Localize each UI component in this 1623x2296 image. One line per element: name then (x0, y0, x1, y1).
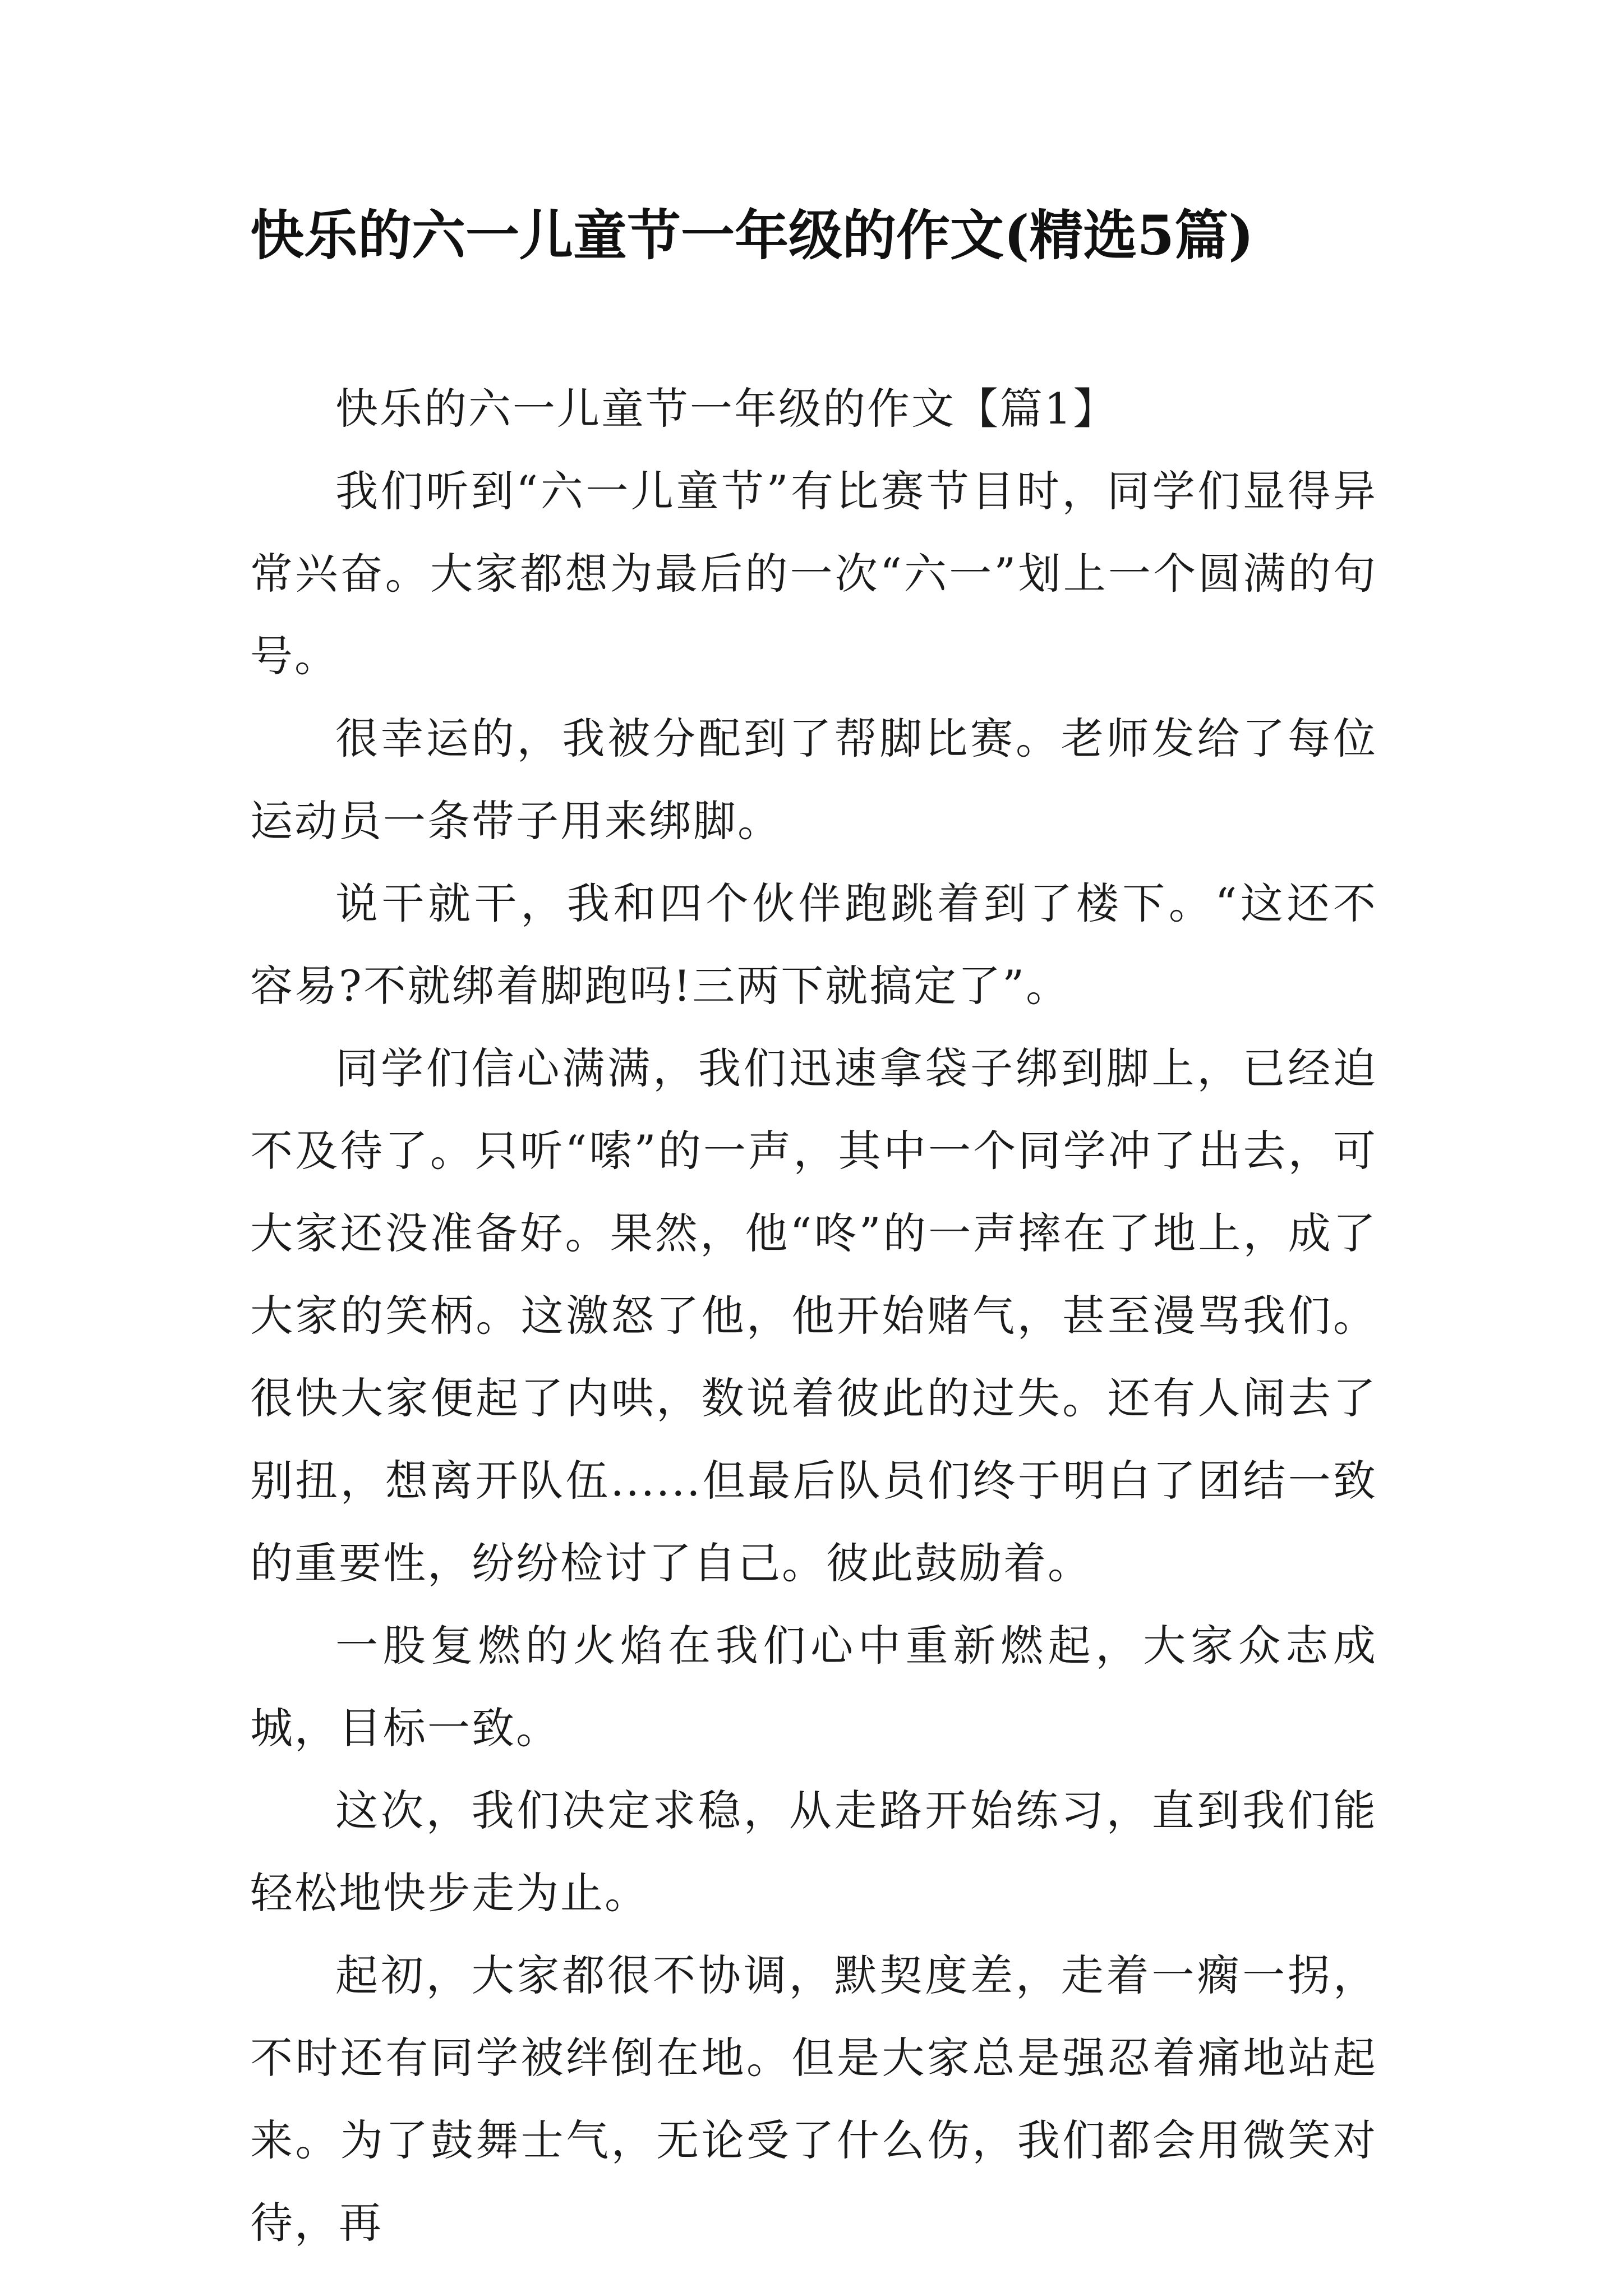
section-heading: 快乐的六一儿童节一年级的作文【篇1】 (335, 384, 1118, 434)
paragraph: 很幸运的，我被分配到了帮脚比赛。老师发给了每位运动员一条带子用来绑脚。 (250, 714, 1377, 846)
paragraph: 我们听到“六一儿童节”有比赛节目时，同学们显得异常兴奋。大家都想为最后的一次“六一”划上一个圆满的句号。 (250, 466, 1377, 681)
paragraph: 同学们信心满满，我们迅速拿袋子绑到脚上，已经迫不及待了。只听“嗦”的一声，其中一个同学冲了出去，可大家还没准备好。果然，他“咚”的一声摔在了地上，成了大家的笑柄。这激怒了他，他开始赌气，甚至漫骂我们。很快大家便起了内哄，数说着彼此的过失。还有人闹去了别扭，想离开队伍......但最后队员们终于明白了团结一致的重要性，纷纷检讨了自己。彼此鼓励着。 (250, 1043, 1377, 1588)
document-title: 快乐的六一儿童节一年级的作文(精选5篇) (250, 204, 1254, 267)
paragraph: 一股复燃的火焰在我们心中重新燃起，大家众志成城，目标一致。 (250, 1621, 1377, 1753)
paragraph: 这次，我们决定求稳，从走路开始练习，直到我们能轻松地快步走为止。 (250, 1786, 1377, 1918)
paragraph: 起初，大家都很不协调，默契度差，走着一瘸一拐，不时还有同学被绊倒在地。但是大家总是强忍着痛地站起来。为了鼓舞士气，无论受了什么伤，我们都会用微笑对待，再 (250, 1950, 1377, 2248)
paragraph: 说干就干，我和四个伙伴跑跳着到了楼下。“这还不容易?不就绑着脚跑吗!三两下就搞定了”。 (250, 878, 1377, 1011)
document-body (250, 367, 1377, 2264)
